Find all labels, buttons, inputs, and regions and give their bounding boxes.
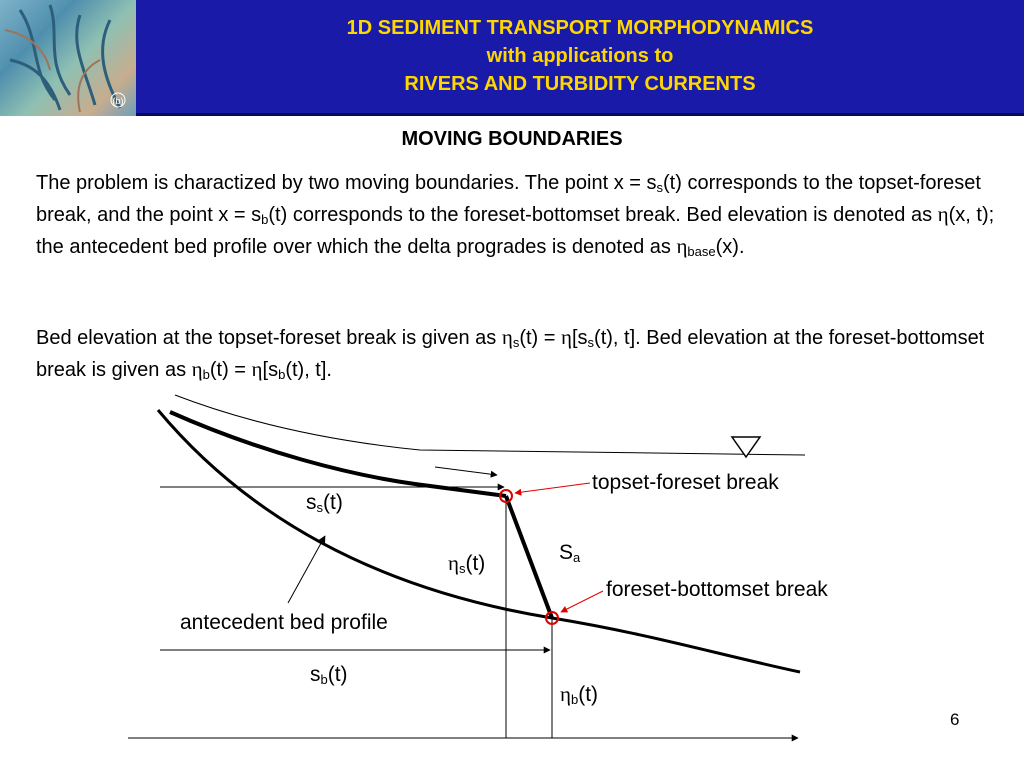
progradation-direction-arrow (435, 467, 497, 475)
p2-text-6: [s (262, 359, 279, 381)
p2-sub-4: b (278, 367, 286, 382)
p1-eta-1: η (937, 202, 949, 226)
p1-text-5: (x). (715, 236, 745, 258)
logo-mark: (b) (112, 96, 124, 106)
sb-label-sub: b (320, 672, 328, 687)
sb-label-rest: (t) (327, 663, 348, 686)
p1-text-3: (t) corresponds to the foreset-bottomset break. Bed elevation is denoted as (268, 204, 938, 226)
p1-eta-2: η (676, 234, 688, 258)
foreset-slope-line (506, 496, 552, 618)
p2-text-5: (t) = (209, 359, 252, 381)
eta-b-rest: (t) (578, 683, 599, 706)
header-title-line-1: 1D SEDIMENT TRANSPORT MORPHODYNAMICS (346, 17, 814, 39)
p2-sub-2: s (587, 335, 595, 350)
p2-eta-2: η (561, 325, 572, 349)
sb-label-base: s (310, 663, 321, 686)
p2-eta-3: η (191, 357, 203, 381)
antecedent-bed-profile-label: antecedent bed profile (180, 611, 388, 634)
p1-sub-base: base (687, 244, 716, 259)
header-title-line-3: RIVERS AND TURBIDITY CURRENTS (404, 73, 756, 95)
p2-text-7: (t), t]. (285, 359, 332, 381)
foreset-slope-label (559, 541, 580, 565)
ss-label-base: s (306, 491, 317, 514)
eta-s-symbol: η (448, 551, 459, 575)
ss-label (306, 491, 343, 515)
foreset-bottomset-pointer-arrow (561, 591, 603, 612)
ss-label-sub: s (316, 500, 323, 515)
p2-text-2: (t) = (519, 327, 561, 349)
eta-b-sub: b (570, 692, 579, 707)
p2-text-3: [s (571, 327, 588, 349)
sa-label-base: S (559, 541, 574, 564)
sb-label (310, 663, 348, 687)
p2-eta-4: η (251, 357, 263, 381)
p2-text-1: Bed elevation at the topset-foreset break is given as (36, 327, 502, 349)
foreset-bottomset-break-label: foreset-bottomset break (606, 578, 828, 601)
sa-label-sub: a (573, 550, 581, 565)
eta-s-label (448, 551, 485, 576)
p2-text-4: (t), t]. Bed elevation at the foreset-bottomset break is given as (36, 327, 985, 381)
p1-text-1: The problem is charactized by two moving boundaries. The point x = s (36, 172, 657, 194)
p2-sub-3: b (202, 367, 210, 382)
page-number: 6 (950, 710, 960, 729)
p2-eta-1: η (501, 325, 513, 349)
antecedent-profile-pointer-arrow (288, 536, 325, 603)
p1-sub-2: b (261, 212, 269, 227)
water-surface-line (175, 395, 805, 455)
topset-profile-line (170, 412, 506, 496)
eta-s-sub: s (458, 561, 466, 576)
eta-s-rest: (t) (465, 552, 486, 575)
p2-sub-1: s (512, 335, 520, 350)
topset-foreset-pointer-arrow (515, 483, 590, 493)
p1-text-2: (t) corresponds to the topset-foreset break, and the point x = s (36, 172, 981, 226)
eta-b-symbol: η (560, 682, 571, 706)
p1-sub-1: s (656, 180, 664, 195)
header-title-line-2: with applications to (486, 45, 674, 67)
slide-title: MOVING BOUNDARIES (401, 128, 623, 150)
topset-foreset-break-label: topset-foreset break (592, 471, 779, 494)
p1-text-4: (x, t); the antecedent bed profile over which the delta progrades is denoted as (36, 204, 995, 258)
eta-b-label (560, 682, 598, 707)
ss-label-rest: (t) (323, 491, 343, 514)
